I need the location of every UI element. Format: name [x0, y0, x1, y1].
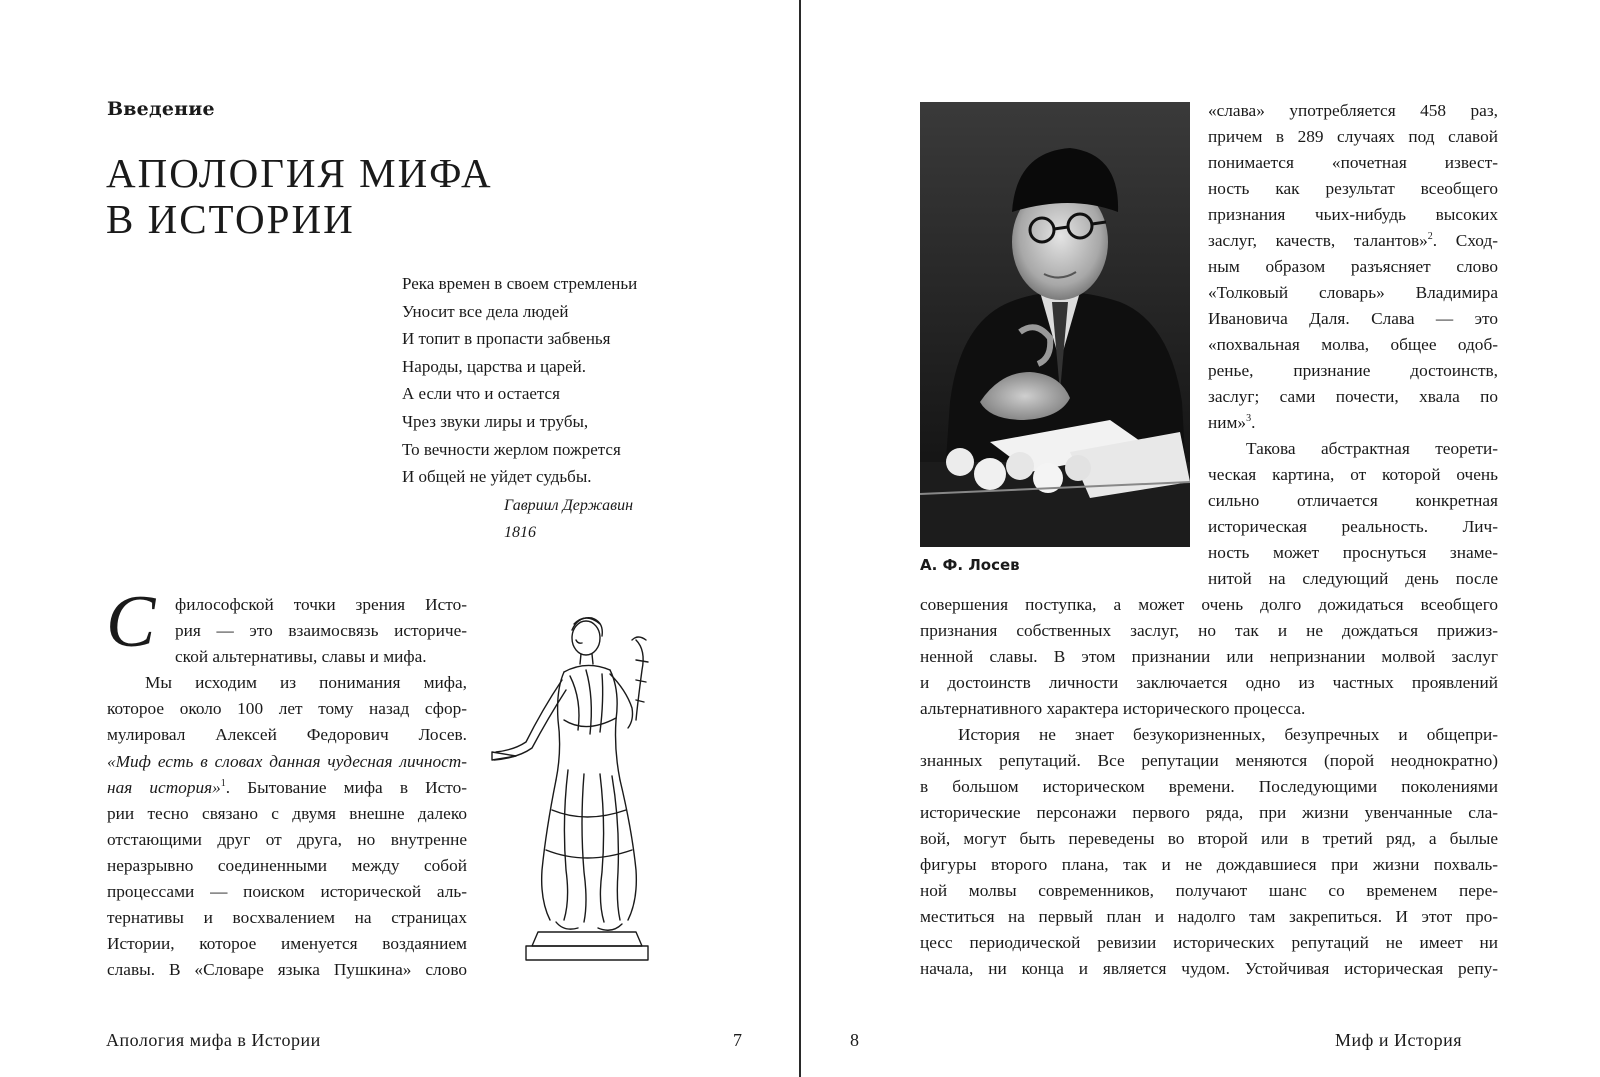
running-footer-title: Апология мифа в Истории [106, 1030, 321, 1050]
book-spine-divider [799, 0, 801, 1077]
text-line: ним»$^3$. [1208, 413, 1256, 432]
text-line: Ивановича Даля. Слава — это [1208, 309, 1498, 328]
section-label: Введение [107, 98, 215, 120]
poem-attribution [504, 492, 633, 546]
text-line: исторические персонажи первого ряда, при жизни увенчанные сла- [920, 803, 1498, 822]
text-line [1208, 228, 1498, 254]
text-line: Мы исходим из понимания мифа, [145, 673, 467, 693]
text-line-quote: «Миф есть в словах данная чудесная личност- [107, 751, 467, 771]
poem-line: И топит в пропасти забвенья [402, 329, 611, 349]
text-line: меститься на первый план и надолго там закрепиться. И этот про- [920, 907, 1498, 926]
text-line: Истории, которое именуется воздаянием [107, 934, 467, 954]
text-line: ным образом разъясняет слово [1208, 257, 1498, 276]
text-line: которое около 100 лет тому назад сфор- [107, 699, 467, 719]
text-line: начала, ни конца и является чудом. Устойчивая историческая репу- [920, 959, 1498, 978]
poem-line: Чрез звуки лиры и трубы, [402, 411, 589, 431]
text-line: цесс периодической ревизии исторических репутаций не имеет ни [920, 933, 1498, 952]
text-line: «Толковый словарь» Владимира [1208, 283, 1498, 302]
text-line: ренье, признание достоинств, [1208, 361, 1498, 380]
text-line [107, 775, 467, 801]
poem-year: 1816 [504, 524, 536, 541]
text-line: сильно отличается конкретная [1208, 491, 1498, 510]
right-top-column [1208, 98, 1498, 592]
text-line: процессами — поиском исторической аль- [107, 882, 467, 902]
text-line: Такова абстрактная теорети- [1246, 439, 1498, 458]
muse-statue-illustration [486, 610, 686, 970]
text-line: фигуры второго плана, так и не дождавшиеся при жизни похваль- [920, 855, 1498, 874]
chapter-title [106, 150, 493, 242]
text-line: знанных репутаций. Все репутации меняются (порой неоднократно) [920, 751, 1498, 770]
text-line: причем в 289 случаях под славой [1208, 127, 1498, 146]
text-line: ненной славы. В этом признании или непризнании молвой заслуг [920, 647, 1498, 666]
text-line: мулировал Алексей Федорович Лосев. [107, 725, 467, 745]
left-body-text [107, 592, 467, 983]
text-line: философской точки зрения Исто- [175, 595, 467, 614]
text-line: «похвальная молва, общее одоб- [1208, 335, 1498, 354]
poem-line: Уносит все дела людей [402, 301, 569, 321]
poem-line: А если что и остается [402, 384, 560, 404]
right-page [802, 0, 1600, 1077]
epigraph-poem [402, 270, 637, 491]
text-line: ской альтернативы, славы и мифа. [175, 647, 427, 667]
text-line: совершения поступка, а может очень долго дожидаться всеобщего [920, 595, 1498, 614]
text-fragment: . Сход- [1432, 231, 1498, 250]
quote-end: ная история» [107, 777, 221, 797]
text-line: ность как результат всеобщего [1208, 179, 1498, 198]
text-line: понимается «почетная извест- [1208, 153, 1498, 172]
text-fragment: заслуг, качеств, талантов» [1208, 231, 1428, 250]
photo-caption: А. Ф. Лосев [920, 556, 1020, 574]
text-line: заслуг; сами почести, хвала по [1208, 387, 1498, 406]
drop-cap: С [106, 581, 156, 663]
poem-line: Народы, царства и царей. [402, 356, 587, 376]
running-footer-title: Миф и История [1335, 1030, 1462, 1050]
poem-line: И общей не уйдет судьбы. [402, 467, 592, 487]
text-line: ной молвы современников, получают шанс со временем пере- [920, 881, 1498, 900]
poem-line: Река времен в своем стремленьи [402, 274, 638, 293]
poem-author: Гавриил Державин [504, 497, 634, 514]
footnote-ref: 3 [1246, 413, 1252, 425]
text-line: ность может проснуться знаме- [1208, 543, 1498, 562]
right-full-column [920, 592, 1498, 982]
text-line: признания чьих-нибудь высоких [1208, 205, 1498, 224]
text-line: славы. В «Словаре языка Пушкина» слово [107, 960, 467, 980]
text-line: признания собственных заслуг, но так и не дождаться прижиз- [920, 621, 1498, 640]
text-line: тернативы и восхвалением на страницах [107, 908, 467, 928]
text-line: ческая картина, от которой очень [1208, 465, 1498, 484]
poem-line: То вечности жерлом пожрется [402, 439, 621, 459]
chapter-title-line-1: АПОЛОГИЯ МИФА [106, 150, 493, 196]
text-line: «слава» употребляется 458 раз, [1208, 101, 1498, 120]
text-line: в большом историческом времени. Последующими поколениями [920, 777, 1498, 796]
text-line: отстающими друг от друга, но внутренне [107, 829, 467, 849]
text-line: рия — это взаимосвязь историче- [175, 621, 467, 641]
text-fragment: . Бытование мифа в Исто- [225, 777, 467, 797]
text-line: вой, могут быть переведены во второй или в третий ряд, а былые [920, 829, 1498, 848]
text-fragment: ним» [1208, 413, 1247, 432]
footnote-ref: 2 [1427, 231, 1433, 243]
text-line: альтернативного характера исторического процесса. [920, 699, 1306, 718]
text-line: и достоинств личности заключается одно из частных проявлений [920, 673, 1498, 692]
text-line: рии тесно связано с двумя внешне далеко [107, 803, 467, 823]
text-line: историческая реальность. Лич- [1208, 517, 1498, 536]
page-number: 8 [850, 1030, 859, 1050]
footnote-ref: 1 [220, 777, 226, 789]
chapter-title-line-2: В ИСТОРИИ [106, 196, 355, 242]
text-line: История не знает безукоризненных, безупречных и общепри- [958, 725, 1498, 744]
losev-portrait-photo [920, 102, 1190, 547]
text-line: неразрывно соединенными между собой [107, 855, 467, 875]
text-line: нитой на следующий день после [1208, 569, 1498, 588]
page-number: 7 [733, 1030, 742, 1050]
